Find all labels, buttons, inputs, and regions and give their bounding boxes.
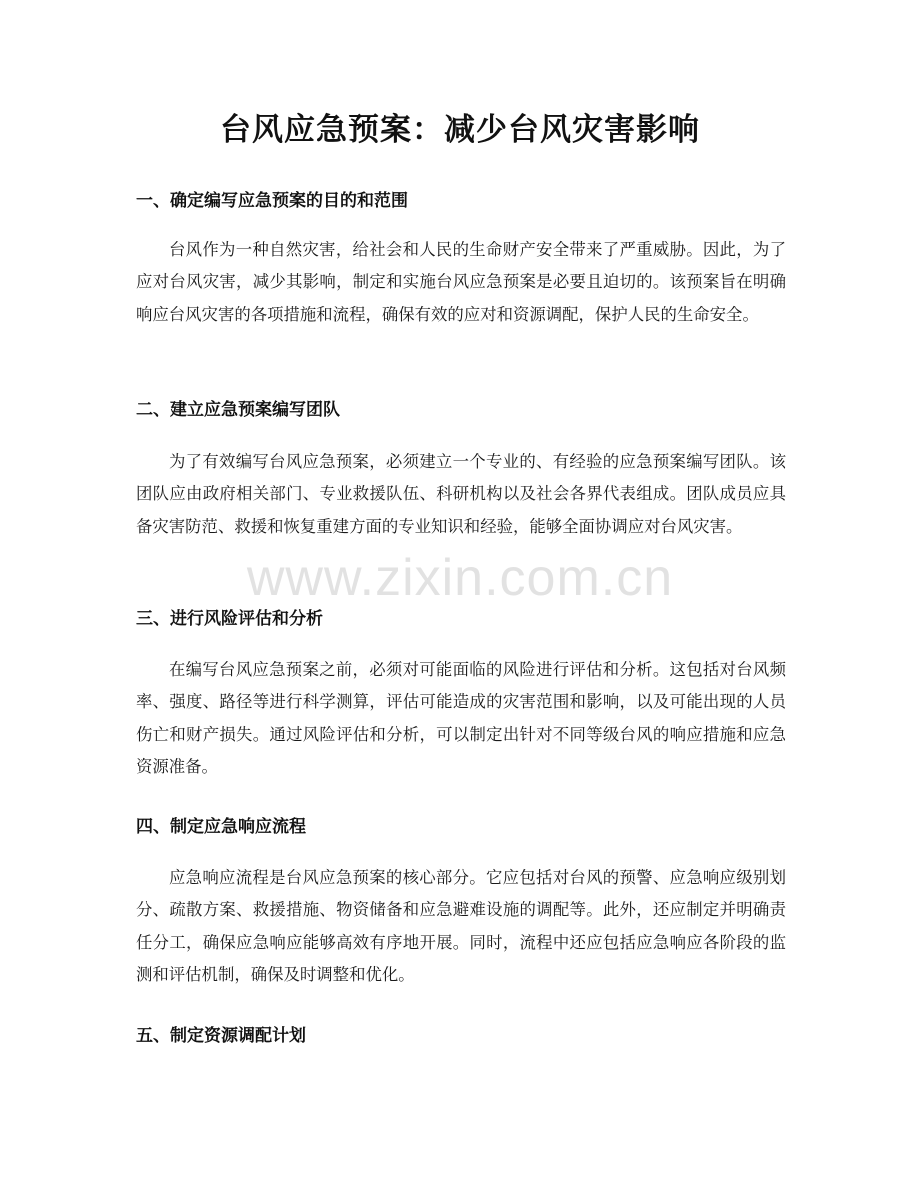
section-heading-1: 一、确定编写应急预案的目的和范围: [136, 191, 408, 211]
section-body-3: 在编写台风应急预案之前，必须对可能面临的风险进行评估和分析。这包括对台风频率、强度、路径等进行科学测算，评估可能造成的灾害范围和影响，以及可能出现的人员伤亡和财产损失。通过风险评估和分析，可以制定出针对不同等级台风的响应措施和应急资源准备。: [136, 660, 786, 776]
section-body-2: 为了有效编写台风应急预案，必须建立一个专业的、有经验的应急预案编写团队。该团队应由政府相关部门、专业救援队伍、科研机构以及社会各界代表组成。团队成员应具备灾害防范、救援和恢复重建方面的专业知识和经验，能够全面协调应对台风灾害。: [136, 452, 786, 536]
section-heading-3: 三、进行风险评估和分析: [136, 609, 323, 629]
watermark: www.zixin.com.cn: [246, 549, 674, 607]
section-heading-4: 四、制定应急响应流程: [136, 817, 306, 837]
section-heading-2: 二、建立应急预案编写团队: [136, 400, 340, 420]
section-body-1: 台风作为一种自然灾害，给社会和人民的生命财产安全带来了严重威胁。因此，为了应对台风灾害，减少其影响，制定和实施台风应急预案是必要且迫切的。该预案旨在明确响应台风灾害的各项措施和流程，确保有效的应对和资源调配，保护人民的生命安全。: [136, 240, 786, 324]
document-title: 台风应急预案：减少台风灾害影响: [220, 112, 700, 148]
section-heading-5: 五、制定资源调配计划: [136, 1026, 306, 1046]
section-body-4: 应急响应流程是台风应急预案的核心部分。它应包括对台风的预警、应急响应级别划分、疏散方案、救援措施、物资储备和应急避难设施的调配等。此外，还应制定并明确责任分工，确保应急响应能够高效有序地开展。同时，流程中还应包括应急响应各阶段的监测和评估机制，确保及时调整和优化。: [136, 868, 786, 984]
